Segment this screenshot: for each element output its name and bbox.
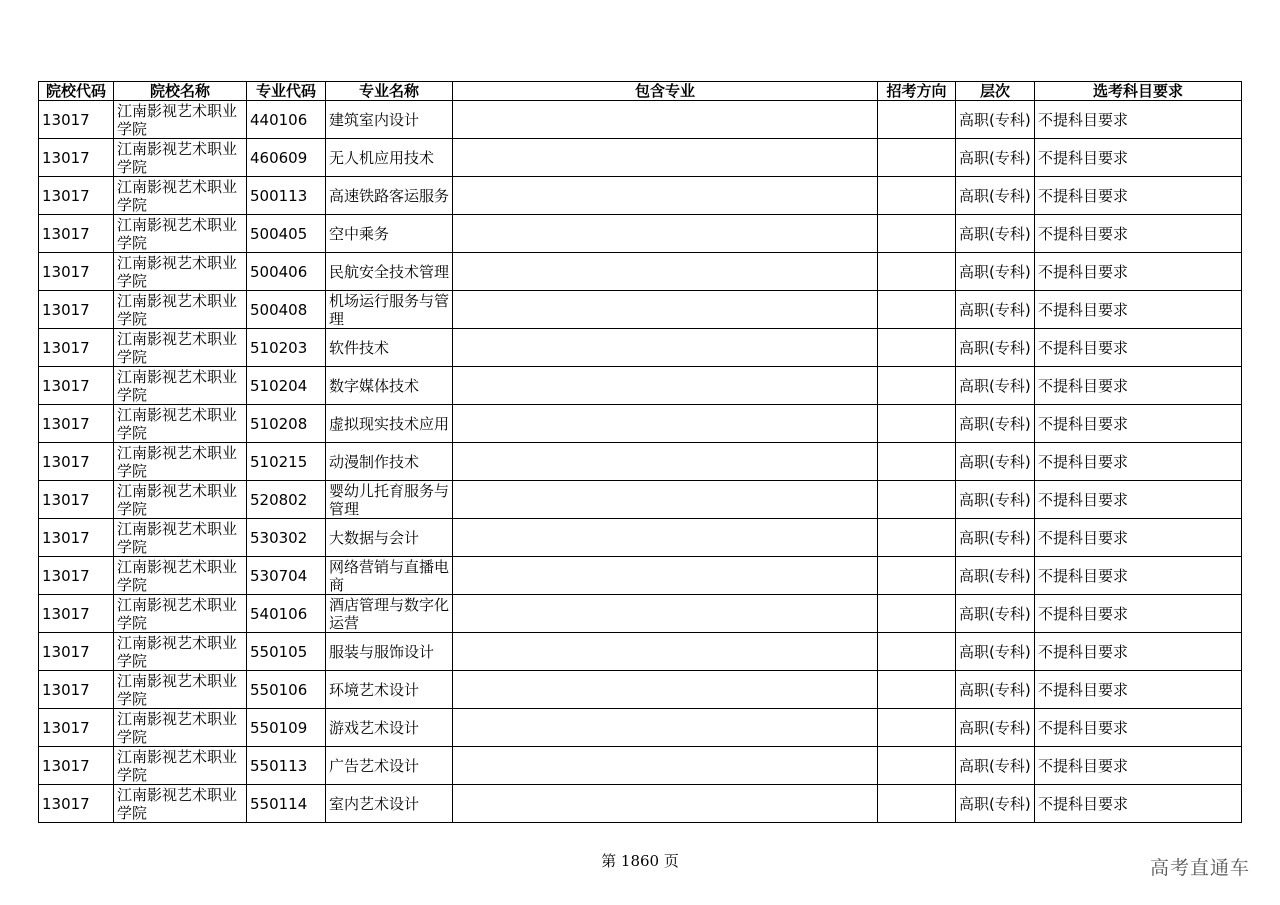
major-name-cell: 网络营销与直播电商 (326, 557, 453, 595)
level-cell: 高职(专科) (956, 709, 1035, 747)
included-majors-cell (453, 709, 878, 747)
table-row (39, 443, 1242, 481)
school-name-cell: 江南影视艺术职业学院 (114, 101, 247, 139)
major-name-cell: 室内艺术设计 (326, 785, 453, 823)
major-code-cell: 540106 (247, 595, 326, 633)
subject-requirement-cell: 不提科目要求 (1035, 557, 1242, 595)
subject-requirement-cell: 不提科目要求 (1035, 481, 1242, 519)
major-name-cell: 建筑室内设计 (326, 101, 453, 139)
major-name-cell: 软件技术 (326, 329, 453, 367)
level-cell: 高职(专科) (956, 215, 1035, 253)
major-name-cell: 酒店管理与数字化运营 (326, 595, 453, 633)
direction-cell (878, 329, 956, 367)
subject-requirement-cell: 不提科目要求 (1035, 443, 1242, 481)
school-name-cell: 江南影视艺术职业学院 (114, 481, 247, 519)
school-name-cell: 江南影视艺术职业学院 (114, 215, 247, 253)
direction-cell (878, 139, 956, 177)
school-code-cell: 13017 (39, 215, 114, 253)
major-code-cell: 500408 (247, 291, 326, 329)
table-row (39, 101, 1242, 139)
table-row (39, 747, 1242, 785)
school-code-cell: 13017 (39, 253, 114, 291)
school-name-cell: 江南影视艺术职业学院 (114, 405, 247, 443)
subject-requirement-cell: 不提科目要求 (1035, 139, 1242, 177)
school-name-cell: 江南影视艺术职业学院 (114, 139, 247, 177)
major-code-cell: 530704 (247, 557, 326, 595)
school-name-cell: 江南影视艺术职业学院 (114, 519, 247, 557)
included-majors-cell (453, 519, 878, 557)
table-row (39, 633, 1242, 671)
major-code-cell: 510215 (247, 443, 326, 481)
included-majors-cell (453, 329, 878, 367)
school-code-cell: 13017 (39, 595, 114, 633)
header-school-name: 院校名称 (114, 82, 247, 101)
school-code-cell: 13017 (39, 633, 114, 671)
level-cell: 高职(专科) (956, 747, 1035, 785)
direction-cell (878, 633, 956, 671)
direction-cell (878, 177, 956, 215)
included-majors-cell (453, 481, 878, 519)
level-cell: 高职(专科) (956, 291, 1035, 329)
level-cell: 高职(专科) (956, 405, 1035, 443)
table-row (39, 481, 1242, 519)
included-majors-cell (453, 405, 878, 443)
included-majors-cell (453, 253, 878, 291)
direction-cell (878, 253, 956, 291)
table-row (39, 671, 1242, 709)
header-level: 层次 (956, 82, 1035, 101)
included-majors-cell (453, 595, 878, 633)
major-code-cell: 510203 (247, 329, 326, 367)
major-code-cell: 500113 (247, 177, 326, 215)
direction-cell (878, 481, 956, 519)
included-majors-cell (453, 291, 878, 329)
school-code-cell: 13017 (39, 557, 114, 595)
subject-requirement-cell: 不提科目要求 (1035, 633, 1242, 671)
subject-requirement-cell: 不提科目要求 (1035, 291, 1242, 329)
school-name-cell: 江南影视艺术职业学院 (114, 443, 247, 481)
school-name-cell: 江南影视艺术职业学院 (114, 557, 247, 595)
major-name-cell: 数字媒体技术 (326, 367, 453, 405)
subject-requirement-cell: 不提科目要求 (1035, 329, 1242, 367)
included-majors-cell (453, 367, 878, 405)
header-major-code: 专业代码 (247, 82, 326, 101)
major-code-cell: 500405 (247, 215, 326, 253)
subject-requirement-cell: 不提科目要求 (1035, 405, 1242, 443)
major-code-cell: 520802 (247, 481, 326, 519)
school-name-cell: 江南影视艺术职业学院 (114, 367, 247, 405)
major-code-cell: 550106 (247, 671, 326, 709)
included-majors-cell (453, 177, 878, 215)
major-code-cell: 460609 (247, 139, 326, 177)
level-cell: 高职(专科) (956, 329, 1035, 367)
level-cell: 高职(专科) (956, 367, 1035, 405)
school-name-cell: 江南影视艺术职业学院 (114, 785, 247, 823)
level-cell: 高职(专科) (956, 177, 1035, 215)
subject-requirement-cell: 不提科目要求 (1035, 519, 1242, 557)
major-code-cell: 550105 (247, 633, 326, 671)
subject-requirement-cell: 不提科目要求 (1035, 671, 1242, 709)
direction-cell (878, 215, 956, 253)
direction-cell (878, 519, 956, 557)
direction-cell (878, 747, 956, 785)
level-cell: 高职(专科) (956, 253, 1035, 291)
level-cell: 高职(专科) (956, 481, 1035, 519)
major-name-cell: 民航安全技术管理 (326, 253, 453, 291)
direction-cell (878, 367, 956, 405)
included-majors-cell (453, 443, 878, 481)
direction-cell (878, 595, 956, 633)
included-majors-cell (453, 785, 878, 823)
school-code-cell: 13017 (39, 709, 114, 747)
subject-requirement-cell: 不提科目要求 (1035, 785, 1242, 823)
included-majors-cell (453, 747, 878, 785)
level-cell: 高职(专科) (956, 101, 1035, 139)
subject-requirement-cell: 不提科目要求 (1035, 215, 1242, 253)
school-name-cell: 江南影视艺术职业学院 (114, 709, 247, 747)
major-code-cell: 550114 (247, 785, 326, 823)
school-name-cell: 江南影视艺术职业学院 (114, 595, 247, 633)
watermark: 高考直通车 (1149, 857, 1250, 879)
major-name-cell: 动漫制作技术 (326, 443, 453, 481)
major-code-cell: 510208 (247, 405, 326, 443)
table-row (39, 405, 1242, 443)
level-cell: 高职(专科) (956, 443, 1035, 481)
major-name-cell: 服装与服饰设计 (326, 633, 453, 671)
subject-requirement-cell: 不提科目要求 (1035, 253, 1242, 291)
school-code-cell: 13017 (39, 291, 114, 329)
major-code-cell: 500406 (247, 253, 326, 291)
school-code-cell: 13017 (39, 481, 114, 519)
level-cell: 高职(专科) (956, 557, 1035, 595)
major-name-cell: 无人机应用技术 (326, 139, 453, 177)
table-row (39, 139, 1242, 177)
subject-requirement-cell: 不提科目要求 (1035, 709, 1242, 747)
level-cell: 高职(专科) (956, 785, 1035, 823)
school-code-cell: 13017 (39, 139, 114, 177)
direction-cell (878, 671, 956, 709)
included-majors-cell (453, 557, 878, 595)
major-name-cell: 游戏艺术设计 (326, 709, 453, 747)
major-code-cell: 510204 (247, 367, 326, 405)
included-majors-cell (453, 215, 878, 253)
direction-cell (878, 443, 956, 481)
level-cell: 高职(专科) (956, 633, 1035, 671)
school-name-cell: 江南影视艺术职业学院 (114, 253, 247, 291)
header-included-majors: 包含专业 (453, 82, 878, 101)
school-code-cell: 13017 (39, 671, 114, 709)
school-name-cell: 江南影视艺术职业学院 (114, 747, 247, 785)
level-cell: 高职(专科) (956, 139, 1035, 177)
school-code-cell: 13017 (39, 329, 114, 367)
direction-cell (878, 101, 956, 139)
school-code-cell: 13017 (39, 785, 114, 823)
header-direction: 招考方向 (878, 82, 956, 101)
major-code-cell: 530302 (247, 519, 326, 557)
school-code-cell: 13017 (39, 443, 114, 481)
level-cell: 高职(专科) (956, 671, 1035, 709)
table-row (39, 709, 1242, 747)
major-name-cell: 机场运行服务与管理 (326, 291, 453, 329)
included-majors-cell (453, 671, 878, 709)
header-school-code: 院校代码 (39, 82, 114, 101)
level-cell: 高职(专科) (956, 519, 1035, 557)
table-row (39, 519, 1242, 557)
included-majors-cell (453, 633, 878, 671)
major-code-cell: 440106 (247, 101, 326, 139)
page-number: 第 1860 页 (601, 852, 679, 870)
header-subject-requirement: 选考科目要求 (1035, 82, 1242, 101)
school-code-cell: 13017 (39, 177, 114, 215)
subject-requirement-cell: 不提科目要求 (1035, 595, 1242, 633)
major-name-cell: 高速铁路客运服务 (326, 177, 453, 215)
table-row (39, 595, 1242, 633)
major-name-cell: 虚拟现实技术应用 (326, 405, 453, 443)
major-name-cell: 婴幼儿托育服务与管理 (326, 481, 453, 519)
subject-requirement-cell: 不提科目要求 (1035, 747, 1242, 785)
major-name-cell: 广告艺术设计 (326, 747, 453, 785)
subject-requirement-cell: 不提科目要求 (1035, 177, 1242, 215)
table-row (39, 215, 1242, 253)
school-name-cell: 江南影视艺术职业学院 (114, 177, 247, 215)
direction-cell (878, 557, 956, 595)
majors-table (38, 81, 1242, 823)
table-row (39, 557, 1242, 595)
table-row (39, 291, 1242, 329)
school-name-cell: 江南影视艺术职业学院 (114, 671, 247, 709)
subject-requirement-cell: 不提科目要求 (1035, 101, 1242, 139)
table-row (39, 785, 1242, 823)
table-body (39, 101, 1242, 823)
direction-cell (878, 291, 956, 329)
major-code-cell: 550113 (247, 747, 326, 785)
table-row (39, 367, 1242, 405)
table-header-row (39, 82, 1242, 101)
school-code-cell: 13017 (39, 101, 114, 139)
table-row (39, 253, 1242, 291)
school-name-cell: 江南影视艺术职业学院 (114, 633, 247, 671)
direction-cell (878, 709, 956, 747)
major-code-cell: 550109 (247, 709, 326, 747)
included-majors-cell (453, 139, 878, 177)
school-code-cell: 13017 (39, 519, 114, 557)
included-majors-cell (453, 101, 878, 139)
header-major-name: 专业名称 (326, 82, 453, 101)
school-code-cell: 13017 (39, 747, 114, 785)
major-name-cell: 空中乘务 (326, 215, 453, 253)
major-name-cell: 大数据与会计 (326, 519, 453, 557)
subject-requirement-cell: 不提科目要求 (1035, 367, 1242, 405)
direction-cell (878, 785, 956, 823)
major-name-cell: 环境艺术设计 (326, 671, 453, 709)
level-cell: 高职(专科) (956, 595, 1035, 633)
school-name-cell: 江南影视艺术职业学院 (114, 291, 247, 329)
school-name-cell: 江南影视艺术职业学院 (114, 329, 247, 367)
table-row (39, 329, 1242, 367)
direction-cell (878, 405, 956, 443)
school-code-cell: 13017 (39, 367, 114, 405)
school-code-cell: 13017 (39, 405, 114, 443)
table-row (39, 177, 1242, 215)
